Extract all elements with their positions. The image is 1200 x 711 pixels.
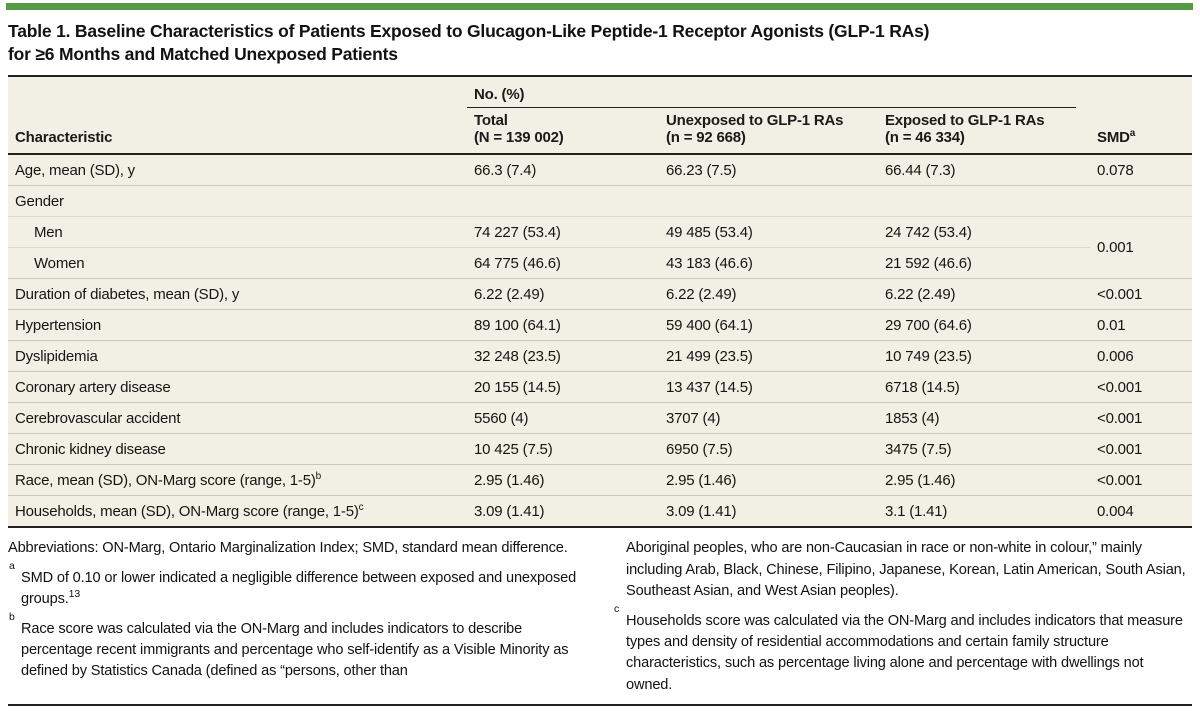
cell-total: 64 775 (46.6) <box>467 248 659 279</box>
column-header-unexposed-line1: Unexposed to GLP-1 RAs <box>666 112 844 130</box>
table-title-line1: Table 1. Baseline Characteristics of Patients Exposed to Glucagon-Like Peptide-1 Receptor Agonists (GLP-1 RAs) <box>8 21 930 41</box>
row-label: Gender <box>8 186 467 217</box>
cell-unexposed: 3.09 (1.41) <box>659 496 878 528</box>
footnotes-left-column <box>8 538 587 696</box>
table-row-age <box>8 154 1192 186</box>
table-accent-bar <box>6 3 1193 10</box>
table-title <box>0 0 1200 75</box>
cell-unexposed <box>659 186 878 217</box>
cell-unexposed: 3707 (4) <box>659 403 878 434</box>
smd-label: SMD <box>1097 129 1130 147</box>
cell-smd-gender: 0.001 <box>1090 217 1192 279</box>
spanner-spacer-left <box>8 76 467 108</box>
column-header-characteristic: Characteristic <box>8 108 467 154</box>
column-header-exposed-line1: Exposed to GLP-1 RAs <box>885 112 1045 130</box>
cell-exposed: 10 749 (23.5) <box>878 341 1090 372</box>
table-row-men <box>8 217 1192 248</box>
table-row-hypertension <box>8 310 1192 341</box>
cell-exposed: 6718 (14.5) <box>878 372 1090 403</box>
row-label: Duration of diabetes, mean (SD), y <box>8 279 467 310</box>
cell-exposed: 3475 (7.5) <box>878 434 1090 465</box>
column-header-exposed <box>878 108 1090 154</box>
cell-exposed: 66.44 (7.3) <box>885 161 956 179</box>
abbreviations-note: Abbreviations: ON-Marg, Ontario Marginalization Index; SMD, standard mean difference. <box>8 540 568 557</box>
cell-total: 20 155 (14.5) <box>467 372 659 403</box>
row-footnote-marker: b <box>315 470 322 482</box>
table-row-chronic-kidney-disease <box>8 434 1192 465</box>
cell-smd: <0.001 <box>1090 403 1192 434</box>
cell-total: 74 227 (53.4) <box>467 217 659 248</box>
cell-total <box>467 186 659 217</box>
cell-unexposed: 21 499 (23.5) <box>659 341 878 372</box>
cell-total: 3.09 (1.41) <box>467 496 659 528</box>
cell-unexposed: 2.95 (1.46) <box>659 465 878 496</box>
row-label-text: Households, mean (SD), ON-Marg score (range, 1-5) <box>15 502 359 520</box>
table-row-cerebrovascular-accident <box>8 403 1192 434</box>
cell-smd: 0.078 <box>1097 161 1134 179</box>
row-label: Cerebrovascular accident <box>8 403 467 434</box>
cell-total: 2.95 (1.46) <box>467 465 659 496</box>
cell-smd: <0.001 <box>1090 372 1192 403</box>
row-label: Men <box>8 217 467 248</box>
cell-total: 89 100 (64.1) <box>467 310 659 341</box>
footnote-c-text: Households score was calculated via the ON-Marg and includes indicators that measure types and density of residential accommodations and certain family structure characteristics, such as percentage living alone and percentage with dwellings not owned. <box>626 612 1183 693</box>
spanner-spacer-right <box>1090 76 1192 108</box>
footnote-b-continuation: Aboriginal peoples, who are non-Caucasian in race or non-white in colour,” mainly including Arab, Black, Chinese, Filipino, Japanese, Korean, Latin American, South Asian, Southeast Asian, and West Asian peoples). <box>626 540 1186 600</box>
cell-unexposed: 66.23 (7.5) <box>666 161 737 179</box>
column-header-row <box>8 108 1192 154</box>
footnote-a-text: SMD of 0.10 or lower indicated a negligible difference between exposed and unexposed groups. <box>21 569 577 608</box>
row-label: Dyslipidemia <box>8 341 467 372</box>
cell-smd: <0.001 <box>1090 465 1192 496</box>
column-header-unexposed-line2: (n = 92 668) <box>666 129 746 147</box>
cell-smd: 0.004 <box>1090 496 1192 528</box>
cell-unexposed: 13 437 (14.5) <box>659 372 878 403</box>
row-footnote-marker: c <box>358 501 364 513</box>
cell-exposed: 6.22 (2.49) <box>878 279 1090 310</box>
row-label: Hypertension <box>8 310 467 341</box>
cell-smd: <0.001 <box>1090 434 1192 465</box>
footnotes <box>0 528 1200 696</box>
cell-unexposed: 59 400 (64.1) <box>659 310 878 341</box>
cell-unexposed: 6.22 (2.49) <box>659 279 878 310</box>
row-label: Chronic kidney disease <box>8 434 467 465</box>
table-title-line2: for ≥6 Months and Matched Unexposed Patients <box>8 44 398 65</box>
footnote-b-text-left: Race score was calculated via the ON-Marg and includes indicators to describe percentage recent immigrants and percentage who self-identify as a Visible Minority as defined by Statistics Canada (defined as “persons, other than <box>21 620 569 680</box>
footnote-a-reference: 13 <box>68 588 81 601</box>
cell-exposed: 1853 (4) <box>878 403 1090 434</box>
cell-exposed: 21 592 (46.6) <box>878 248 1090 279</box>
cell-smd: 0.006 <box>1090 341 1192 372</box>
bottom-rule <box>8 704 1192 706</box>
cell-unexposed: 43 183 (46.6) <box>659 248 878 279</box>
cell-total: 6.22 (2.49) <box>467 279 659 310</box>
cell-total: 10 425 (7.5) <box>467 434 659 465</box>
column-header-smd <box>1090 108 1192 154</box>
table-row-dyslipidemia <box>8 341 1192 372</box>
footnotes-right-column <box>613 538 1192 696</box>
cell-exposed: 3.1 (1.41) <box>878 496 1090 528</box>
cell-smd: 0.01 <box>1090 310 1192 341</box>
column-header-total <box>467 108 659 154</box>
table-row-coronary-artery-disease <box>8 372 1192 403</box>
cell-unexposed: 6950 (7.5) <box>659 434 878 465</box>
cell-total: 66.3 (7.4) <box>474 161 537 179</box>
row-label: Coronary artery disease <box>8 372 467 403</box>
spanner-label: No. (%) <box>467 77 1076 108</box>
cell-exposed: 2.95 (1.46) <box>878 465 1090 496</box>
cell-total: 5560 (4) <box>467 403 659 434</box>
row-label <box>8 496 467 528</box>
spanner-cell <box>467 76 1090 108</box>
cell-exposed: 24 742 (53.4) <box>878 217 1090 248</box>
column-header-total-line1: Total <box>474 112 508 130</box>
cell-unexposed: 49 485 (53.4) <box>659 217 878 248</box>
column-header-total-line2: (N = 139 002) <box>474 129 564 147</box>
baseline-characteristics-table <box>8 75 1192 528</box>
row-label <box>8 465 467 496</box>
footnote-a: a SMD of 0.10 or lower indicated a negligible difference between exposed and unexposed groups.$^{13}$ <box>9 559 577 608</box>
cell-exposed: 29 700 (64.6) <box>878 310 1090 341</box>
table-row-race-score <box>8 465 1192 496</box>
cell-smd <box>1090 186 1192 217</box>
table-row-gender-group <box>8 186 1192 217</box>
footnote-b: b Race score was calculated via the ON-Marg and includes indicators to describe percentage recent immigrants and percentage who self-identify as a Visible Minority as defined by Statistics Canada (defined as “persons, other than <box>9 610 569 680</box>
table-row-women <box>8 248 1192 279</box>
cell-exposed <box>878 186 1090 217</box>
column-header-unexposed <box>659 108 878 154</box>
column-header-exposed-line2: (n = 46 334) <box>885 129 965 147</box>
row-label-text: Race, mean (SD), ON-Marg score (range, 1-5) <box>15 471 316 489</box>
cell-smd: <0.001 <box>1090 279 1192 310</box>
spanner-row <box>8 76 1192 108</box>
row-label: Age, mean (SD), y <box>15 161 135 179</box>
footnote-c: c Households score was calculated via the ON-Marg and includes indicators that measure types and density of residential accommodations and certain family structure characteristics, such as percentage living alone and percentage with dwellings not owned. <box>614 602 1183 693</box>
table-row-households-score <box>8 496 1192 528</box>
smd-footnote-marker: a <box>1129 128 1136 140</box>
cell-total: 32 248 (23.5) <box>467 341 659 372</box>
table-row-diabetes-duration <box>8 279 1192 310</box>
row-label: Women <box>8 248 467 279</box>
